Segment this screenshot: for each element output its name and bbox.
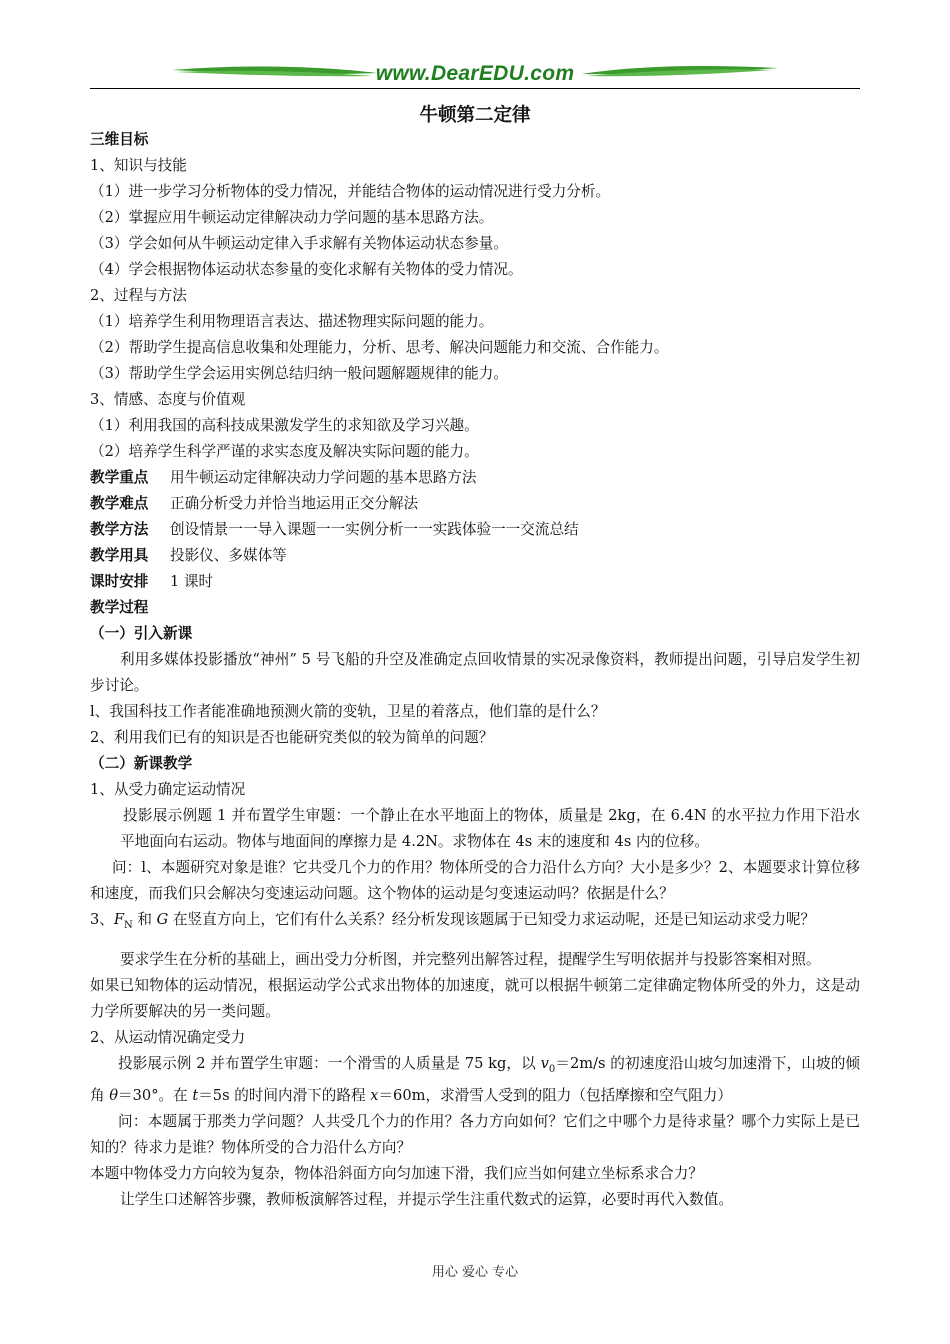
part-2-subheading: 2、从运动情况确定受力 [90, 1028, 246, 1046]
meta-schedule [90, 569, 860, 595]
part-1-question: l、我国科技工作者能准确地预测火箭的变轨，卫星的着落点，他们靠的是什么？ [90, 703, 606, 720]
symbol-v: v [540, 1054, 549, 1072]
meta-value: 1 课时 [170, 573, 214, 590]
section-2-heading: 2、过程与方法 [90, 287, 187, 304]
meta-label: 教学难点 [90, 495, 149, 512]
summary-paragraph: 如果已知物体的运动情况，根据运动学公式求出物体的加速度，就可以根据牛顿第二定律确定物体所受的外力，这是动力学所要解决的另一类问题。 [90, 976, 860, 1020]
example-2-text [90, 1051, 860, 1109]
meta-value: 投影仪、多媒体等 [170, 547, 287, 564]
part-1-intro: 利用多媒体投影播放“神州” 5 号飞船的升空及准确定点回收情景的实况录像资料，教师提出问题，引导启发学生初步讨论。 [90, 651, 860, 694]
meta-difficulty [90, 491, 860, 517]
part-2-heading: （二）新课教学 [90, 755, 193, 772]
part-1-heading: （一）引入新课 [90, 625, 193, 642]
document-body [90, 127, 860, 1213]
page-title: 牛顿第二定律 [419, 105, 531, 126]
section-3-item: （2）培养学生科学严谨的求实态度及解决实际问题的能力。 [90, 443, 479, 460]
section-1-item: （2）掌握应用牛顿运动定律解决动力学问题的基本思路方法。 [90, 209, 494, 226]
process-heading: 教学过程 [90, 599, 149, 616]
subscript-N: N [124, 919, 133, 931]
final-instruction: 让学生口述解答步骤，教师板演解答过程，并提示学生注重代数式的运算，必要时再代入数值。 [120, 1190, 733, 1208]
coordinate-question: 本题中物体受力方向较为复杂，物体沿斜面方向匀加速下滑，我们应当如何建立坐标系求合力？ [90, 1164, 703, 1182]
symbol-t: t [192, 1086, 199, 1104]
subscript-0: 0 [548, 1063, 556, 1075]
text-run: 在竖直方向上，它们有什么关系？经分析发现该题属于已知受力求运动呢，还是已知运动求受力呢？ [168, 911, 816, 928]
site-logo-text: www.DearEDU.com [375, 62, 575, 85]
text-run: ＝30°。在 [118, 1086, 193, 1104]
example-1-questions: 问：l、本题研究对象是谁？它共受几个力的作用？物体所受的合力沿什么方向？大小是多少？2、本题要求计算位移和速度，而我们只会解决匀变速运动问题。这个物体的运动是匀变速运动吗？依据是什么？ [90, 859, 860, 902]
section-2-item: （3）帮助学生学会运用实例总结归纳一般问题解题规律的能力。 [90, 365, 508, 382]
page-footer: 用心 爱心 专心 [431, 1265, 519, 1280]
meta-label: 教学方法 [90, 521, 149, 538]
symbol-theta: θ [109, 1086, 119, 1104]
meta-method [90, 517, 860, 543]
text-run: 和 [132, 911, 157, 928]
symbol-F: F [113, 911, 125, 928]
example-2-questions: 问：本题属于那类力学问题？人共受几个力的作用？各力方向如何？它们之中哪个力是待求量？哪个力实际上是已知的？待求力是谁？物体所受的合力沿什么方向？ [90, 1112, 860, 1156]
section-3-heading: 3、情感、态度与价值观 [90, 391, 246, 408]
meta-label: 教学重点 [90, 469, 149, 486]
section-1-item: （3）学会如何从牛顿运动定律入手求解有关物体运动状态参量。 [90, 235, 508, 252]
symbol-x: x [370, 1086, 379, 1104]
part-2-subheading: 1、从受力确定运动情况 [90, 781, 246, 798]
section-1-item: （1）进一步学习分析物体的受力情况，并能结合物体的运动情况进行受力分析。 [90, 183, 611, 200]
part-1-question: 2、利用我们已有的知识是否也能研究类似的较为简单的问题？ [90, 729, 494, 746]
header-rule [90, 88, 860, 89]
section-2-item: （2）帮助学生提高信息收集和处理能力，分析、思考、解决问题能力和交流、合作能力。 [90, 339, 669, 356]
meta-value: 创设情景一一导入课题一一实例分析一一实践体验一一交流总结 [170, 521, 579, 538]
meta-label: 课时安排 [90, 573, 149, 590]
analysis-requirement: 要求学生在分析的基础上，画出受力分析图，并完整列出解答过程，提醒学生写明依据并与投影答案相对照。 [120, 950, 821, 968]
text-run: ＝2m/s 的初速度沿山坡匀加速滑下，山坡的倾角 [90, 1054, 860, 1104]
example-1-question-3 [90, 907, 860, 939]
meta-value: 用牛顿运动定律解决动力学问题的基本思路方法 [170, 469, 477, 486]
section-2-item: （1）培养学生利用物理语言表达、描述物理实际问题的能力。 [90, 313, 494, 330]
section-1-item: （4）学会根据物体运动状态参量的变化求解有关物体的受力情况。 [90, 261, 523, 278]
meta-focus [90, 465, 860, 491]
text-run: ＝60m，求滑雪人受到的阻力（包括摩擦和空气阻力） [378, 1086, 732, 1104]
header-banner [172, 60, 778, 90]
text-run: 投影展示例 2 并布置学生审题：一个滑雪的人质量是 75 kg，以 [118, 1054, 541, 1072]
meta-tools [90, 543, 860, 569]
goals-heading: 三维目标 [90, 131, 149, 148]
section-3-item: （1）利用我国的高科技成果激发学生的求知欲及学习兴趣。 [90, 417, 479, 434]
symbol-G: G [156, 911, 169, 928]
meta-label: 教学用具 [90, 547, 149, 564]
text-run: ＝5s 的时间内滑下的路程 [198, 1086, 371, 1104]
section-1-heading: 1、知识与技能 [90, 157, 187, 174]
example-1-text: 投影展示例题 1 并布置学生审题：一个静止在水平地面上的物体，质量是 2kg，在 6.4N 的水平拉力作用下沿水平地面向右运动。物体与地面间的摩擦力是 4.2N。求物体在 4s 末的速度和 4s 内的位移。 [120, 807, 860, 850]
meta-value: 正确分析受力并恰当地运用正交分解法 [170, 495, 419, 512]
text-run: 3、 [90, 911, 114, 928]
